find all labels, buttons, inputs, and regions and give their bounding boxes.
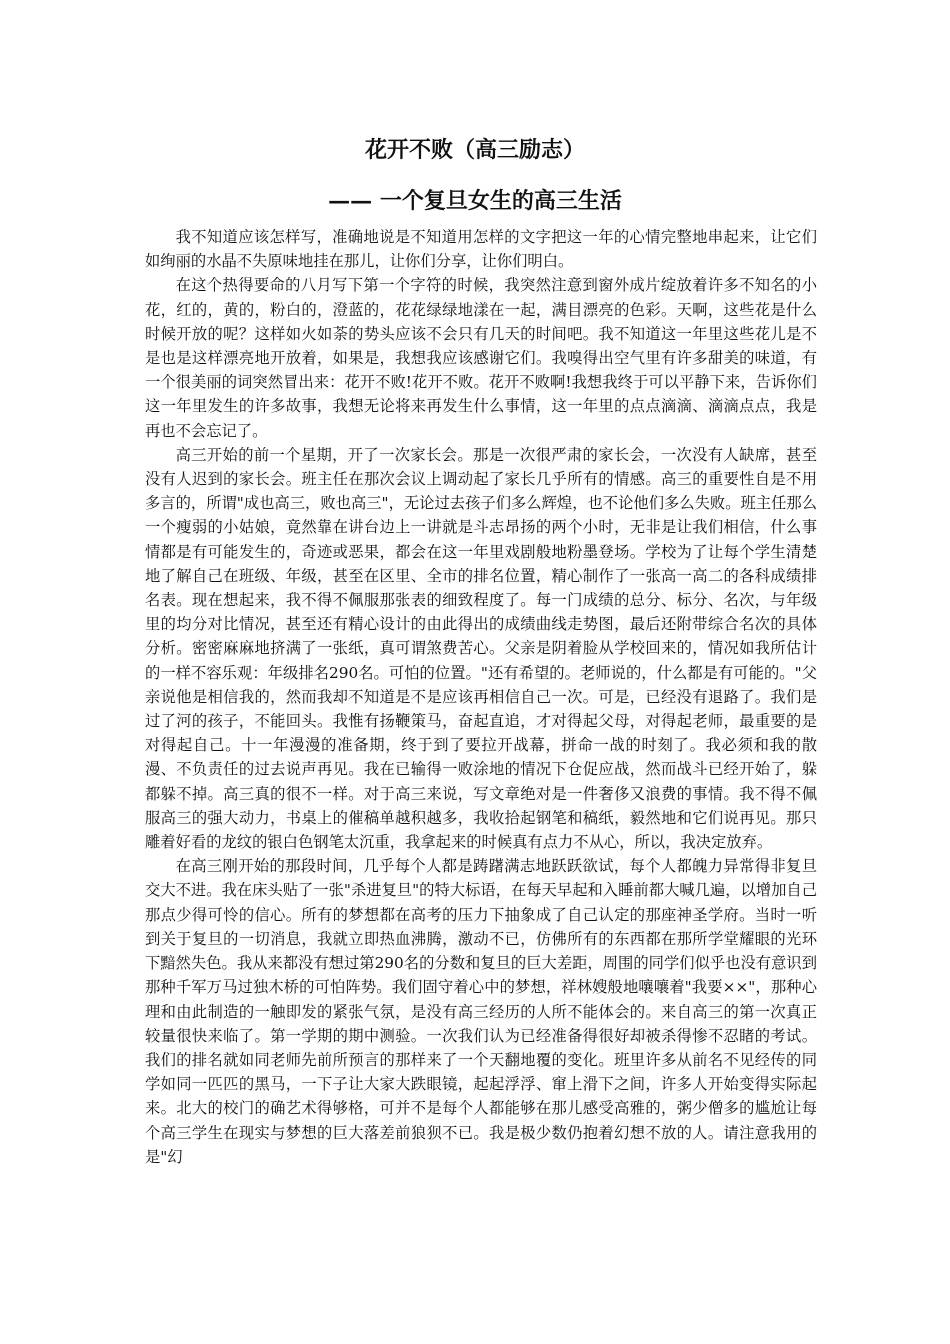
document-body [145, 225, 817, 1169]
paragraph: 在这个热得要命的八月写下第一个字符的时候，我突然注意到窗外成片绽放着许多不知名的小花，红的，黄的，粉白的，澄蓝的，花花绿绿地漾在一起，满目漂亮的色彩。天啊，这些花是什么时候开放的呢？这样如火如荼的势头应该不会只有几天的时间吧。我不知道这一年里这些花儿是不是也是这样漂亮地开放着，如果是，我想我应该感谢它们。我嗅得出空气里有许多甜美的味道，有一个很美丽的词突然冒出来：花开不败!花开不败。花开不败啊!我想我终于可以平静下来，告诉你们这一年里发生的许多故事，我想无论将来再发生什么事情，这一年里的点点滴滴、滴滴点点，我是再也不会忘记了。 [145, 276, 817, 440]
paragraph: 我不知道应该怎样写，准确地说是不知道用怎样的文字把这一年的心情完整地串起来，让它们如绚丽的水晶不失原味地挂在那儿，让你们分享，让你们明白。 [145, 228, 817, 271]
paragraph: 高三开始的前一个星期，开了一次家长会。那是一次很严肃的家长会，一次没有人缺席，甚至没有人迟到的家长会。班主任在那次会议上调动起了家长几乎所有的情感。高三的重要性自是不用多言的，所谓"成也高三，败也高三"，无论过去孩子们多么辉煌，也不论他们多么失败。班主任那么一个瘦弱的小姑娘，竟然靠在讲台边上一讲就是斗志昂扬的两个小时，无非是让我们相信，什么事情都是有可能发生的，奇迹或恶果，都会在这一年里戏剧般地粉墨登场。学校为了让每个学生清楚地了解自己在班级、年级，甚至在区里、全市的排名位置，精心制作了一张高一高二的各科成绩排名表。现在想起来，我不得不佩服那张表的细致程度了。每一门成绩的总分、标分、名次，与年级里的均分对比情况，甚至还有精心设计的由此得出的成绩曲线走势图，最后还附带综合名次的具体分析。密密麻麻地挤满了一张纸，真可谓煞费苦心。父亲是阴着脸从学校回来的，情况如我所估计的一样不容乐观：年级排名290名。可怕的位置。"还有希望的。老师说的，什么都是有可能的。"父亲说他是相信我的，然而我却不知道是不是应该再相信自己一次。可是，已经没有退路了。我们是过了河的孩子，不能回头。我惟有扬鞭策马，奋起直追，才对得起父母，对得起老师，最重要的是对得起自己。十一年漫漫的准备期，终于到了要拉开战幕，拼命一战的时刻了。我必须和我的散漫、不负责任的过去说声再见。我在已输得一败涂地的情况下仓促应战，然而战斗已经开始了，躲都躲不掉。高三真的很不一样。对于高三来说，写文章绝对是一件奢侈又浪费的事情。我不得不佩服高三的强大动力，书桌上的催稿单越积越多，我收拾起钢笔和稿纸，毅然地和它们说再见。那只雕着好看的龙纹的银白色钢笔太沉重，我拿起来的时候真有点力不从心，所以，我决定放弃。 [145, 445, 817, 852]
paragraph: 在高三刚开始的那段时间，几乎每个人都是踌躇满志地跃跃欲试，每个人都魄力异常得非复旦交大不进。我在床头贴了一张"杀进复旦"的特大标语，在每天早起和入睡前都大喊几遍，以增加自己那点少得可怜的信心。所有的梦想都在高考的压力下抽象成了自己认定的那座神圣学府。当时一听到关于复旦的一切消息，我就立即热血沸腾，激动不已，仿佛所有的东西都在那所学堂耀眼的光环下黯然失色。我从来都没有想过第290名的分数和复旦的巨大差距，周围的同学们似乎也没有意识到那种千军万马过独木桥的可怕阵势。我们固守着心中的梦想，祥林嫂般地嚷嚷着"我要××"，那种心理和由此制造的一触即发的紧张气氛，是没有高三经历的人所不能体会的。来自高三的第一次真正较量很快来临了。第一学期的期中测验。一次我们认为已经准备得很好却被杀得惨不忍睹的考试。我们的排名就如同老师先前所预言的那样来了一个天翻地覆的变化。班里许多从前名不见经传的同学如同一匹匹的黑马，一下子让大家大跌眼镜，起起浮浮、窜上滑下之间，许多人开始变得实际起来。北大的校门的确艺术得够格，可并不是每个人都能够在那儿感受高雅的，粥少僧多的尴尬让每个高三学生在现实与梦想的巨大落差前狼狈不已。我是极少数仍抱着幻想不放的人。请注意我用的是"幻 [145, 857, 817, 1166]
document-subtitle: —— 一个复旦女生的高三生活 [328, 188, 622, 214]
document-title: 花开不败（高三励志） [364, 137, 585, 163]
